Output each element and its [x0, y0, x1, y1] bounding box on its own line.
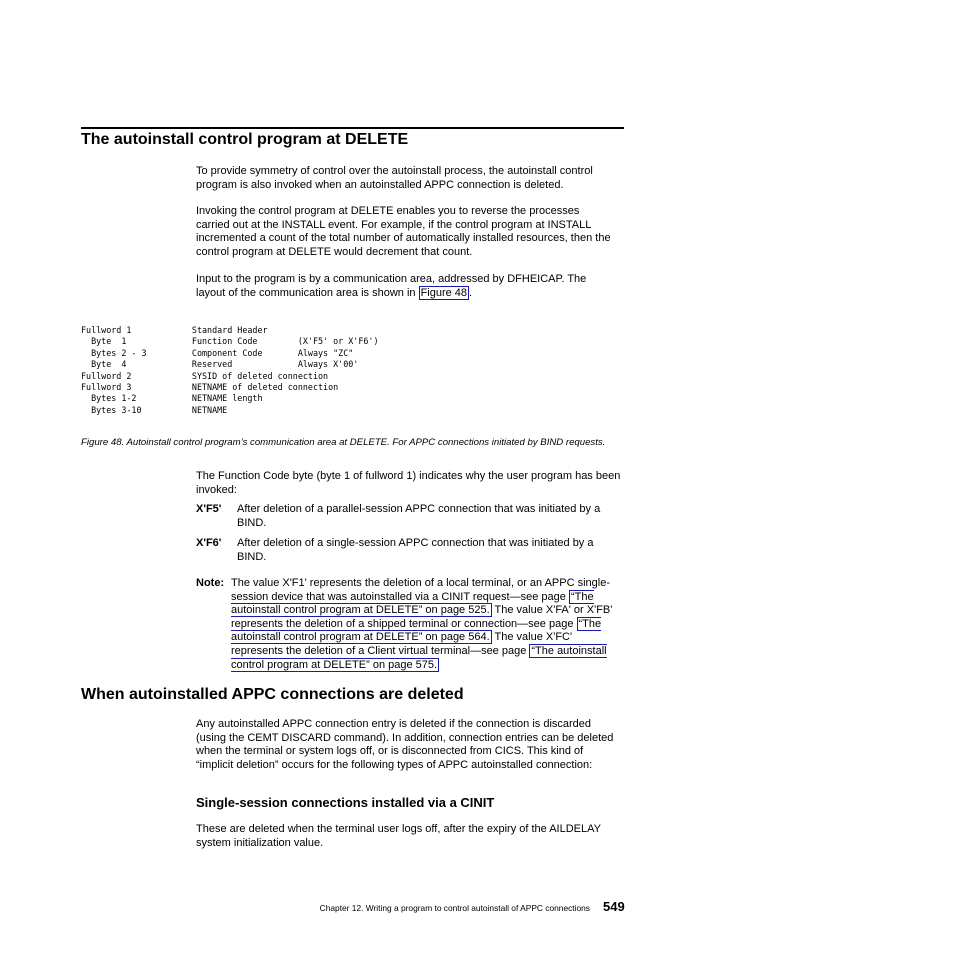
function-code-item — [196, 503, 621, 530]
section-heading: The autoinstall control program at DELETE — [81, 131, 409, 148]
page-564-link[interactable]: “The autoinstall control program at DELETE” on page 564. — [231, 617, 602, 644]
page-525-link[interactable]: “The autoinstall control program at DELETE” on page 525. — [231, 590, 594, 617]
note-text: The value X'F1' represents the deletion of a local terminal, or an APPC single-session device that was autoinstalled via a CINIT request—see page “The autoinstall control program at DELETE” on page 525. The value X'FA' or X'FB' represents the deletion of a shipped terminal or connection—see page “The autoinstall control program at DELETE” on page 564. The value X'FC' represents the deletion of a Client virtual terminal—see page “The autoinstall control program at DELETE” on page 575. — [231, 577, 613, 671]
function-code-term: X'F6' — [196, 537, 222, 550]
section-heading: When autoinstalled APPC connections are deleted — [81, 686, 464, 703]
footer-chapter: Chapter 12. Writing a program to control autoinstall of APPC connections — [319, 903, 590, 913]
delete-purpose-paragraph: Invoking the control program at DELETE enables you to reverse the processes carried out at the INSTALL event. For example, if the control program at INSTALL incremented a count of the total number of automatically installed resources, then the control program at DELETE would decrement that count. — [196, 205, 611, 258]
function-code-term: X'F5' — [196, 503, 222, 515]
deletion-paragraph: Any autoinstalled APPC connection entry is deleted if the connection is discarded (using the CEMT DISCARD command). In addition, connection entries can be deleted when the terminal or system logs off, or is disconnected from CICS. This kind of “implicit deletion” occurs for the following types of APPC autoinstalled connection: — [196, 718, 614, 771]
figure-caption: Figure 48. Autoinstall control program’s communication area at DELETE. For APPC connections initiated by BIND requests. — [81, 437, 606, 448]
commarea-layout-figure: Fullword 1 Standard Header Byte 1 Function Code (X'F5' or X'F6') Bytes 2 - 3 Component Code Always "ZC" Byte 4 Reserved Always X'00' Fullword 2 SYSID of deleted connection Fullword 3 NETNAME of deleted connection Bytes 1-2 NETNAME length Bytes 3-10 NETNAME — [81, 325, 379, 415]
function-code-description: After deletion of a single-session APPC connection that was initiated by a BIND. — [237, 537, 594, 563]
subsection-heading: Single-session connections installed via a CINIT — [196, 795, 495, 810]
note-label: Note: — [196, 577, 225, 589]
intro-paragraph: To provide symmetry of control over the autoinstall process, the autoinstall control program is also invoked when an autoinstalled APPC connection is deleted. — [196, 165, 593, 191]
single-session-paragraph: These are deleted when the terminal user logs off, after the expiry of the AILDELAY system initialization value. — [196, 823, 601, 849]
function-code-list — [196, 503, 621, 571]
function-code-item — [196, 537, 621, 564]
section-top-rule — [81, 127, 624, 129]
function-code-intro: The Function Code byte (byte 1 of fullword 1) indicates why the user program has been invoked: — [196, 470, 621, 496]
page-575-link[interactable]: “The autoinstall control program at DELETE” on page 575. — [231, 644, 607, 671]
figure-48-link[interactable]: Figure 48 — [420, 286, 468, 299]
function-code-description: After deletion of a parallel-session APPC connection that was initiated by a BIND. — [237, 503, 601, 529]
page-number: 549 — [603, 899, 625, 914]
commarea-paragraph: Input to the program is by a communication area, addressed by DFHEICAP. The layout of the communication area is shown in Figure 48 . — [196, 273, 587, 299]
note-block — [196, 577, 621, 672]
